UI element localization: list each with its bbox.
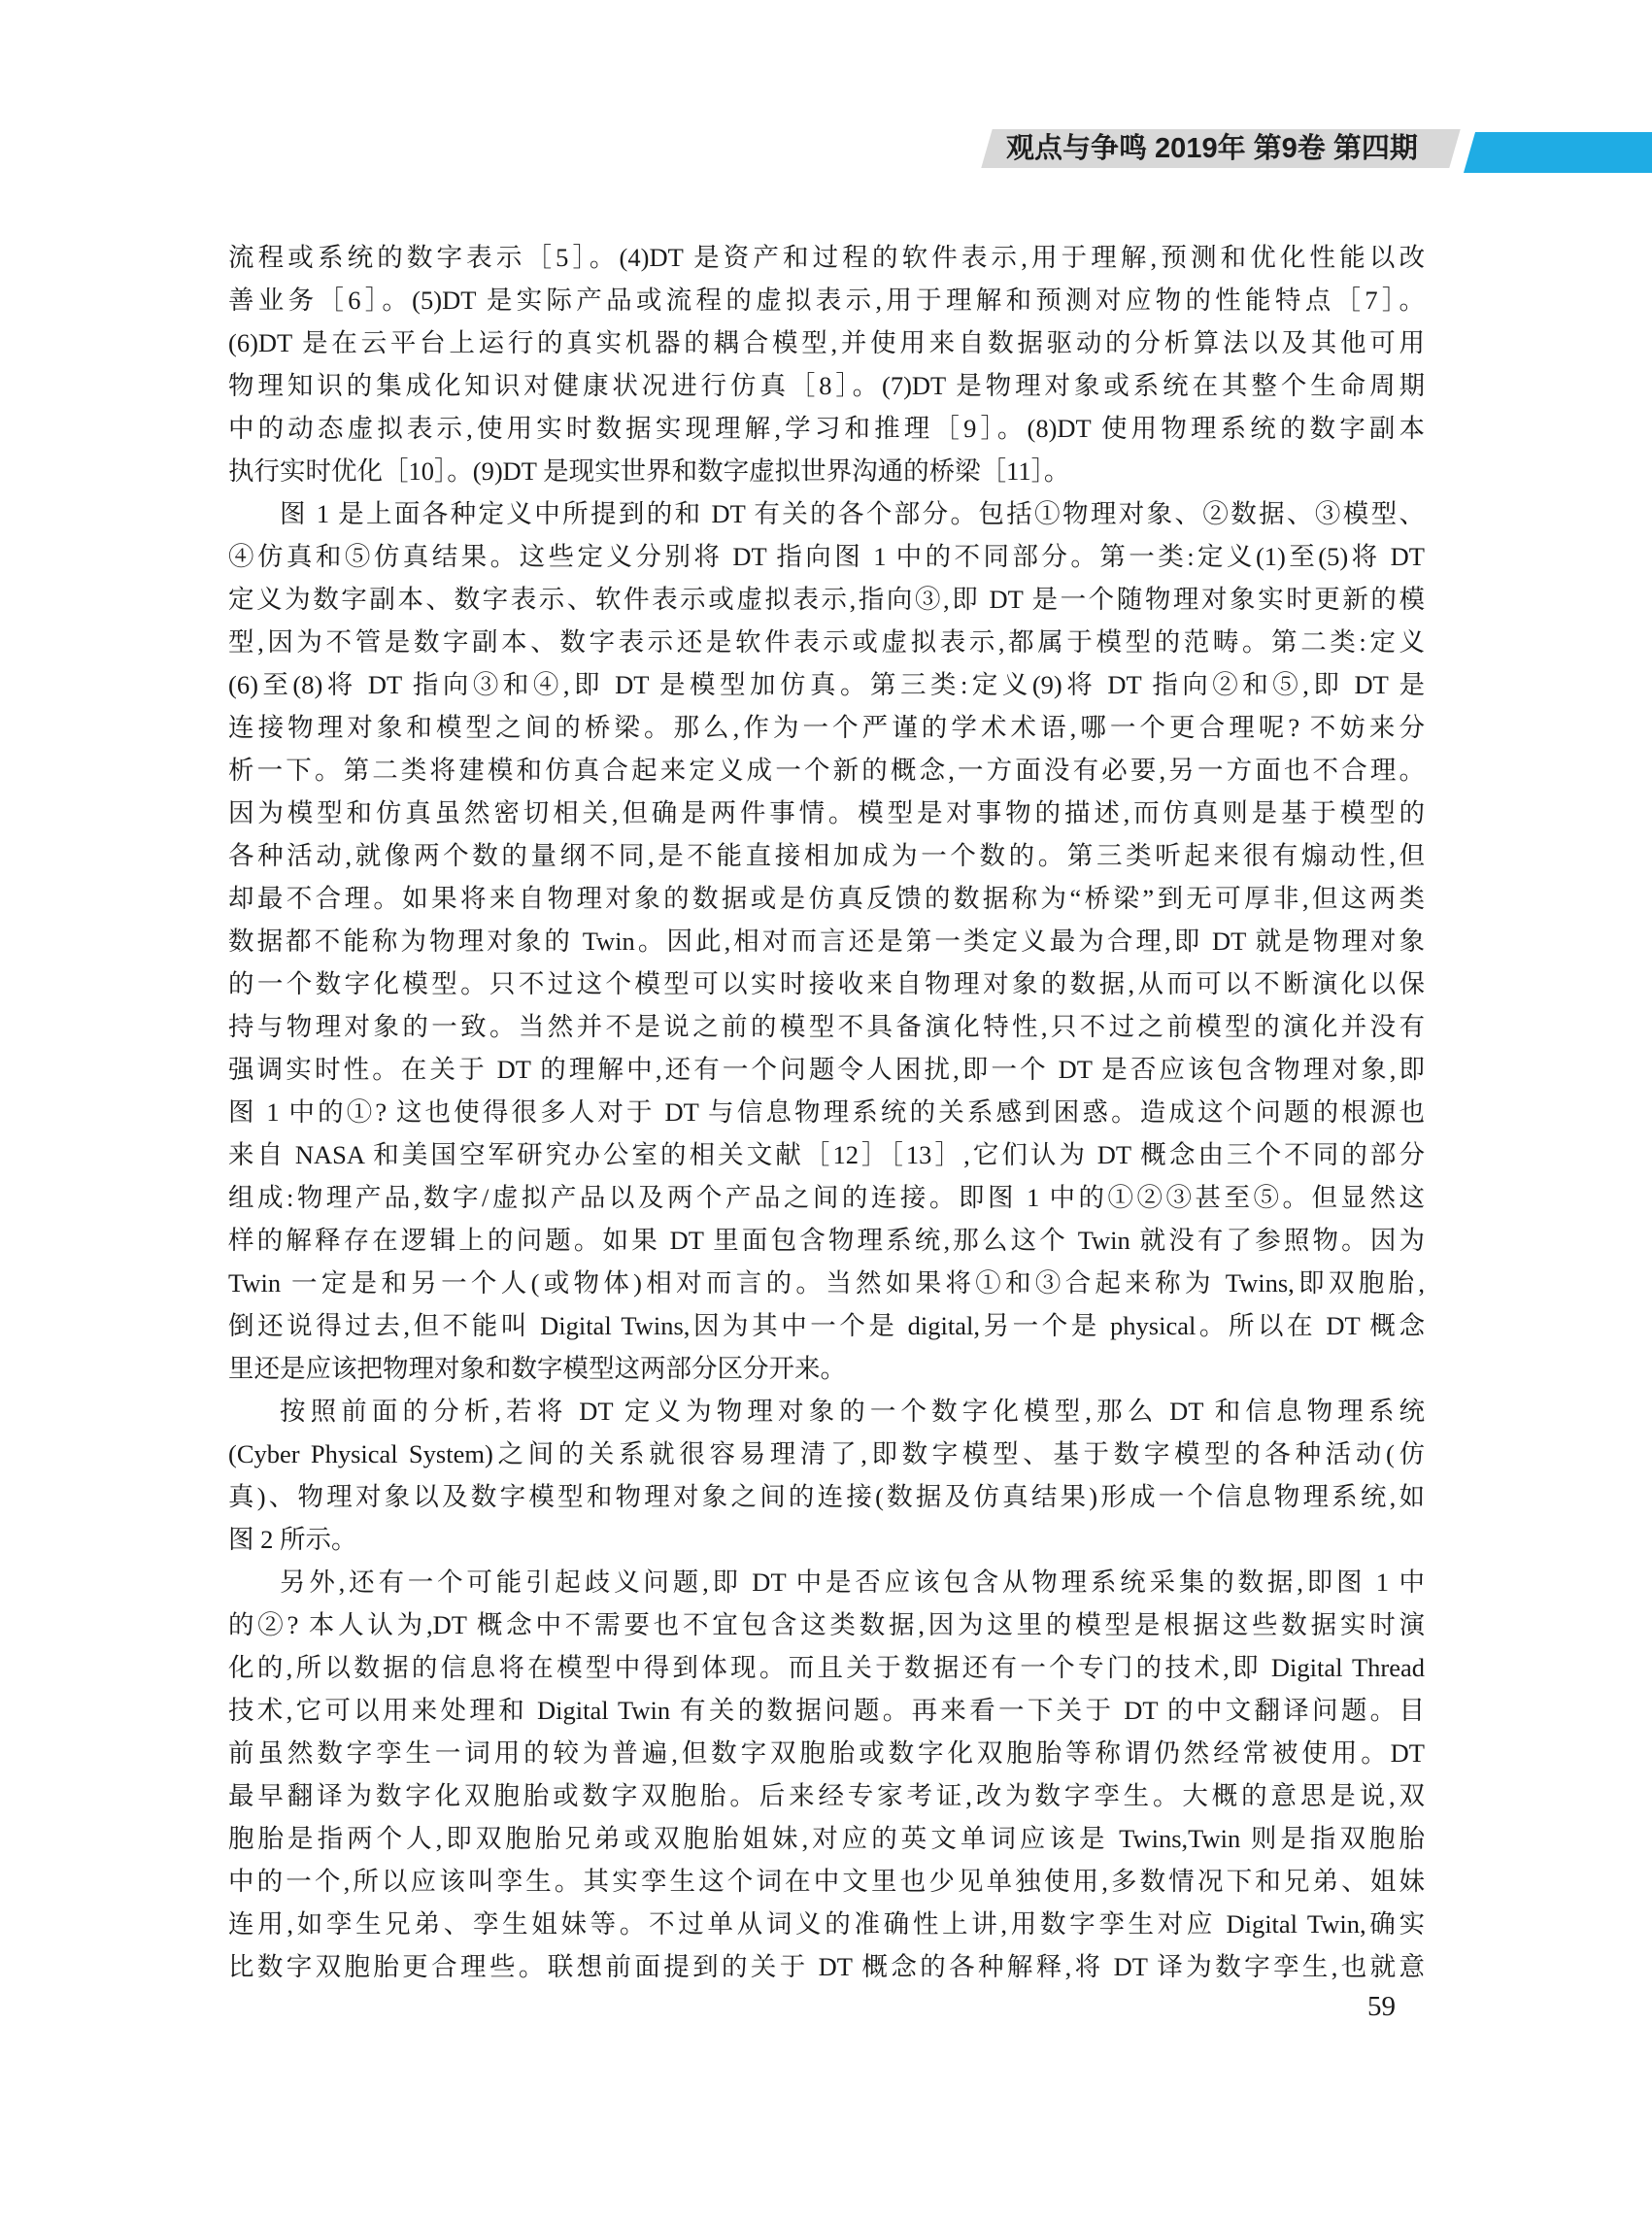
text-line: 图 1 是上面各种定义中所提到的和 DT 有关的各个部分。包括①物理对象、②数据、③模型、 [280, 499, 1425, 528]
text-line: 图 2 所示。 [228, 1525, 357, 1554]
text-line: 物理知识的集成化知识对健康状况进行仿真［8］。(7)DT 是物理对象或系统在其整个生命周期 [228, 371, 1425, 400]
text-line: (6)DT 是在云平台上运行的真实机器的耦合模型,并使用来自数据驱动的分析算法以及其他可用 [228, 328, 1425, 357]
text-line: 型,因为不管是数字副本、数字表示还是软件表示或虚拟表示,都属于模型的范畴。第二类:定义 [228, 627, 1425, 657]
text-line: 真)、物理对象以及数字模型和物理对象之间的连接(数据及仿真结果)形成一个信息物理系统,如 [228, 1482, 1425, 1511]
header-accent-bar [1464, 132, 1652, 173]
text-line: 里还是应该把物理对象和数字模型这两部分区分开来。 [228, 1354, 846, 1383]
text-line: Twin 一定是和另一个人(或物体)相对而言的。当然如果将①和③合起来称为 Twins,即双胞胎, [228, 1268, 1425, 1298]
text-line: 中的一个,所以应该叫孪生。其实孪生这个词在中文里也少见单独使用,多数情况下和兄弟、姐妹 [228, 1867, 1425, 1896]
text-line: 因为模型和仿真虽然密切相关,但确是两件事情。模型是对事物的描述,而仿真则是基于模型的 [228, 798, 1425, 827]
text-line: 连接物理对象和模型之间的桥梁。那么,作为一个严谨的学术术语,哪一个更合理呢? 不妨来分 [228, 713, 1425, 742]
text-line: 却最不合理。如果将来自物理对象的数据或是仿真反馈的数据称为“桥梁”到无可厚非,但这两类 [228, 884, 1425, 913]
text-line: 数据都不能称为物理对象的 Twin。因此,相对而言还是第一类定义最为合理,即 DT 就是物理对象 [228, 927, 1425, 956]
text-line: 中的动态虚拟表示,使用实时数据实现理解,学习和推理［9］。(8)DT 使用物理系统的数字副本 [228, 414, 1425, 443]
text-line: (Cyber Physical System)之间的关系就很容易理清了,即数字模型、基于数字模型的各种活动(仿 [228, 1439, 1425, 1468]
text-line: 的一个数字化模型。只不过这个模型可以实时接收来自物理对象的数据,从而可以不断演化以保 [228, 969, 1425, 998]
text-line: 各种活动,就像两个数的量纲不同,是不能直接相加成为一个数的。第三类听起来很有煽动性,但 [228, 841, 1425, 870]
text-line: 倒还说得过去,但不能叫 Digital Twins,因为其中一个是 digital,另一个是 physical。所以在 DT 概念 [228, 1311, 1425, 1340]
text-line: ④仿真和⑤仿真结果。这些定义分别将 DT 指向图 1 中的不同部分。第一类:定义(1)至(5)将 DT [228, 542, 1425, 571]
text-line: 图 1 中的①? 这也使得很多人对于 DT 与信息物理系统的关系感到困惑。造成这个问题的根源也 [228, 1097, 1425, 1127]
text-line: 的②? 本人认为,DT 概念中不需要也不宜包含这类数据,因为这里的模型是根据这些数据实时演 [228, 1610, 1425, 1639]
text-line: 按照前面的分析,若将 DT 定义为物理对象的一个数字化模型,那么 DT 和信息物理系统 [280, 1397, 1425, 1426]
text-line: 样的解释存在逻辑上的问题。如果 DT 里面包含物理系统,那么这个 Twin 就没有了参照物。因为 [228, 1226, 1425, 1255]
text-line: 流程或系统的数字表示［5］。(4)DT 是资产和过程的软件表示,用于理解,预测和优化性能以改 [228, 243, 1425, 272]
text-line: 来自 NASA 和美国空军研究办公室的相关文献［12］［13］,它们认为 DT 概念由三个不同的部分 [228, 1140, 1425, 1169]
text-line: 前虽然数字孪生一词用的较为普遍,但数字双胞胎或数字化双胞胎等称谓仍然经常被使用。DT [228, 1738, 1425, 1768]
text-line: 析一下。第二类将建模和仿真合起来定义成一个新的概念,一方面没有必要,另一方面也不合理。 [228, 756, 1425, 785]
text-line: 比数字双胞胎更合理些。联想前面提到的关于 DT 概念的各种解释,将 DT 译为数字孪生,也就意 [228, 1952, 1425, 1981]
text-line: 连用,如孪生兄弟、孪生姐妹等。不过单从词义的准确性上讲,用数字孪生对应 Digital Twin,确实 [228, 1909, 1425, 1939]
text-line: 最早翻译为数字化双胞胎或数字双胞胎。后来经专家考证,改为数字孪生。大概的意思是说,双 [228, 1781, 1425, 1810]
text-line: 另外,还有一个可能引起歧义问题,即 DT 中是否应该包含从物理系统采集的数据,即图 1 中 [280, 1568, 1425, 1597]
text-line: 持与物理对象的一致。当然并不是说之前的模型不具备演化特性,只不过之前模型的演化并没有 [228, 1012, 1425, 1041]
journal-header-title: 观点与争鸣 2019年 第9卷 第四期 [1006, 133, 1418, 164]
text-line: 化的,所以数据的信息将在模型中得到体现。而且关于数据还有一个专门的技术,即 Digital Thread [228, 1653, 1425, 1682]
text-line: 强调实时性。在关于 DT 的理解中,还有一个问题令人困扰,即一个 DT 是否应该包含物理对象,即 [228, 1055, 1425, 1084]
text-line: 技术,它可以用来处理和 Digital Twin 有关的数据问题。再来看一下关于 DT 的中文翻译问题。目 [228, 1696, 1425, 1725]
text-line: 善业务［6］。(5)DT 是实际产品或流程的虚拟表示,用于理解和预测对应物的性能特点［7］。 [228, 286, 1425, 315]
text-line: 定义为数字副本、数字表示、软件表示或虚拟表示,指向③,即 DT 是一个随物理对象实时更新的模 [228, 585, 1425, 614]
body-text [228, 236, 1425, 1988]
text-line: 组成:物理产品,数字/虚拟产品以及两个产品之间的连接。即图 1 中的①②③甚至⑤。但显然这 [228, 1183, 1425, 1212]
text-line: 胞胎是指两个人,即双胞胎兄弟或双胞胎姐妹,对应的英文单词应该是 Twins,Twin 则是指双胞胎 [228, 1824, 1425, 1853]
text-line: (6)至(8)将 DT 指向③和④,即 DT 是模型加仿真。第三类:定义(9)将 DT 指向②和⑤,即 DT 是 [228, 670, 1425, 699]
page-number: 59 [1367, 1991, 1396, 2022]
text-line: 执行实时优化［10］。(9)DT 是现实世界和数字虚拟世界沟通的桥梁［11］。 [228, 456, 1070, 486]
